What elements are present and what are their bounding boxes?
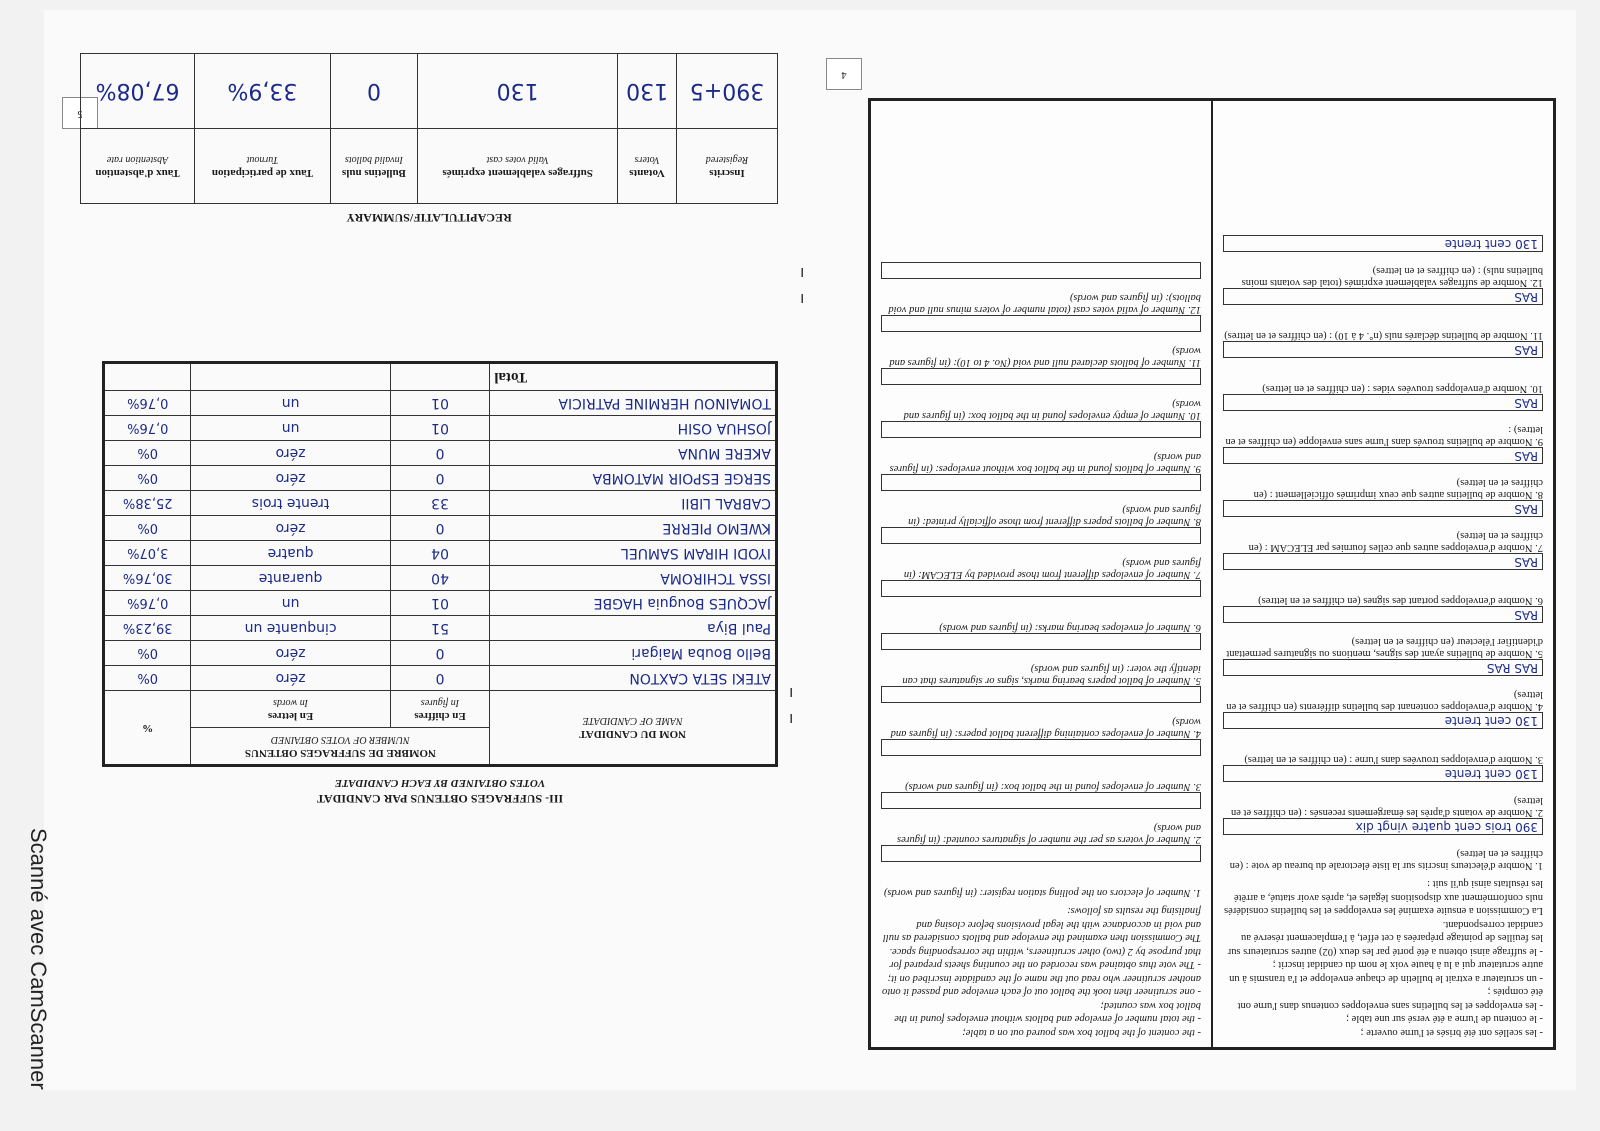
summary-value: 130 [418,54,618,129]
summary-title: RECAPITULATIF/SUMMARY [346,211,512,225]
form-item-label: 9. Nombre de bulletins trouvés dans l'urne sans enveloppe (en chiffres et en lettres) : [1225,424,1543,447]
candidate-row [104,441,777,466]
form-item-value[interactable] [881,845,1201,862]
form-item-1 [881,845,1201,898]
votes-figures: 0 [390,441,490,466]
english-column [871,101,1213,1047]
form-item-value[interactable] [881,739,1201,756]
form-item-9 [881,421,1201,474]
form-item-value[interactable] [881,368,1201,385]
candidate-name: IYODI HIRAM SAMUEL [490,541,777,566]
form-item-7 [881,527,1201,580]
form-item-2 [1223,765,1543,818]
form-item-6 [1223,553,1543,606]
page-number-5: 5 [62,97,98,129]
form-item-value[interactable]: 130 cent trente [1223,765,1543,782]
intro-line: - les enveloppes et les bulletins sans enveloppes contenus dans l'urne ont été comptés ; [1237,986,1543,1011]
form-item-label: 8. Number of ballots papers different from those officially printed: (in figures and words) [908,504,1201,527]
form-item-label: 5. Nombre de bulletins ayant des signes, mentions ou signatures permettant d'identifier l'électeur (en chiffres et en lettres) [1226,636,1543,659]
form-item-value[interactable] [881,262,1201,279]
form-item-10 [1223,341,1543,394]
title-fr: III- SUFFRAGES OBTENUS PAR CANDIDAT [316,792,564,806]
intro-line: - the content of the ballot box was poured out on a table; [962,1027,1201,1038]
summary-header-fr: Inscrits [709,167,745,179]
intro-line: - the total number of envelope and ballots without envelopes found in the ballot box was counted; [894,1000,1201,1025]
form-item-value[interactable] [881,580,1201,597]
total-figures [390,363,490,391]
summary-header-en: Valid votes cast [486,154,549,165]
summary-section [80,53,778,225]
form-item-value[interactable]: 390 trois cent quatre vingt dix [1223,818,1543,835]
votes-words: cinquante un [191,616,390,641]
form-item-label: 8. Nombre de bulletins autres que ceux imprimés officiellement : (en chiffres et en lettres) [1253,477,1543,500]
summary-header-en: Registered [705,154,749,165]
summary-header [618,129,677,204]
intro-line: - les scellés ont été brisés et l'urne ouverte ; [1360,1027,1543,1038]
form-item-label: 10. Nombre d'enveloppes trouvées vides : (en chiffres et en lettres) [1262,383,1543,394]
col-pct-header: % [104,691,191,766]
form-item-2 [881,792,1201,845]
col-votes-fr: NOMBRE DE SUFFRAGES OBTENUS [244,747,436,759]
col-figures-en: In figures [420,697,460,708]
form-item-value[interactable] [881,527,1201,544]
votes-words: quatre [191,541,390,566]
candidate-name: JOSHUA OSIH [490,416,777,441]
summary-value: 390+5 [676,54,777,129]
summary-header-fr: Taux de participation [211,167,313,179]
form-item-label: 2. Number of voters as per the number of signatures counted: (in figures and words) [897,822,1201,845]
candidate-name: Bello Bouba Maigari [490,641,777,666]
intro-text-en [881,904,1201,1039]
form-item-5 [1223,606,1543,659]
form-item-11 [881,315,1201,368]
form-item-label: 4. Number of envelopes containing different ballot papers: (in figures and words) [890,716,1201,739]
form-item-value[interactable]: RAS RAS [1223,659,1543,676]
form-item-1 [1223,818,1543,871]
candidate-row [104,641,777,666]
form-item-12 [881,262,1201,315]
form-item-12 [1223,235,1543,288]
form-item-4 [1223,659,1543,712]
votes-figures: 01 [390,416,490,441]
form-item-label: 10. Number of empty envelopes found in the ballot box: (in figures and words) [903,398,1201,421]
votes-percent: 0,76% [104,391,191,416]
page-5-results [58,64,800,944]
summary-header-fr: Votants [629,167,665,179]
votes-percent: 0,76% [104,416,191,441]
form-item-6 [881,580,1201,633]
intro-line: The Commission then examined the envelope and ballots considered as null and void in accordance with the legal provisions before closing and finalising the results as follows: [882,905,1201,944]
form-item-8 [881,474,1201,527]
votes-percent: 0% [104,441,191,466]
form-item-5 [881,633,1201,686]
binding-mark: ı [800,288,805,307]
summary-header-fr: Suffrages valablement exprimés [442,167,593,179]
votes-figures: 33 [390,491,490,516]
form-item-label: 12. Nombre de suffrages valablement exprimés (total des votants moins bulletins nuls) : (en chiffres et en lettres) [1241,265,1543,288]
candidate-row [104,566,777,591]
votes-percent: 0,76% [104,591,191,616]
summary-header-en: Invalid ballots [344,154,403,165]
col-name-header [490,691,777,766]
form-item-value[interactable]: RAS [1223,606,1543,623]
candidate-name: Paul Biya [490,616,777,641]
candidate-name: CABRAL LIBII [490,491,777,516]
votes-percent: 0% [104,641,191,666]
votes-words: trente trois [191,491,390,516]
form-item-value[interactable] [881,315,1201,332]
page-number-4: 4 [826,58,862,90]
intro-line: - le contenu de l'urne a été versé sur une table ; [1346,1013,1543,1025]
form-item-value[interactable] [881,686,1201,703]
col-votes-en: NUMBER OF VOTES OBTAINED [271,734,410,745]
summary-header [330,129,417,204]
votes-figures: 01 [390,591,490,616]
binding-mark: ı [789,682,794,701]
col-words-en: In words [273,697,309,708]
candidate-section-title [102,775,778,806]
summary-value: 67,08% [81,54,195,129]
candidate-row [104,466,777,491]
votes-percent: 0% [104,666,191,691]
form-item-10 [881,368,1201,421]
votes-words: zéro [191,666,390,691]
col-figures-fr: En chiffres [414,710,466,722]
summary-value: 130 [618,54,677,129]
votes-words: un [191,416,390,441]
summary-value: 0 [330,54,417,129]
binding-mark: ı [800,262,805,281]
page-4-results-form [868,98,1556,1050]
votes-figures: 0 [390,641,490,666]
form-item-value[interactable] [881,633,1201,650]
intro-line: - le suffrage ainsi obtenu a été porté par les deux (02) autres scrutateurs sur les feuilles de pointage préparées à cet effet, à l'emplacement réservé au candidat correspondant. [1227,919,1543,957]
form-item-label: 7. Nombre d'enveloppes autres que celles fournies par ELECAM : (en chiffres et en lettres) [1248,530,1543,553]
intro-line: - un scrutateur a extrait le bulletin de chaque enveloppe et l'a transmis à un autre scrutateur qui a lu à haute voix le nom du candidat inscrit ; [1229,959,1543,984]
col-votes-header [191,728,490,766]
col-name-fr: NOM DU CANDIDAT [579,728,687,741]
form-item-11 [1223,288,1543,341]
form-item-value[interactable]: RAS [1223,553,1543,570]
summary-header-fr: Taux d'abstention [95,167,180,179]
candidate-row [104,541,777,566]
form-item-label: 12. Number of valid votes cast (total number of voters minus null and void ballots): (in figures and words) [888,292,1201,315]
col-words-header [191,691,390,728]
votes-percent: 3,07% [104,541,191,566]
title-en: VOTES OBTAINED BY EACH CANDIDATE [334,777,546,789]
candidate-row [104,616,777,641]
votes-figures: 0 [390,666,490,691]
candidate-name: KWEMO PIERRE [490,516,777,541]
votes-words: zéro [191,641,390,666]
form-item-value[interactable]: RAS [1223,288,1543,305]
form-item-value[interactable]: RAS [1223,341,1543,358]
summary-header-en: Turnout [246,154,279,165]
form-item-label: 6. Nombre d'enveloppes portant des signes (en chiffres et en lettres) [1258,595,1543,606]
form-item-value[interactable] [881,792,1201,809]
votes-figures: 01 [390,391,490,416]
form-item-3 [881,739,1201,792]
form-item-9 [1223,394,1543,447]
votes-words: un [191,391,390,416]
candidate-name: TOMAINOU HERMINE PATRICIA [490,391,777,416]
form-item-3 [1223,712,1543,765]
form-item-label: 2. Nombre de votants d'après les émargements recensés : (en chiffres et en lettres) [1230,795,1543,818]
candidate-section [102,361,778,806]
candidate-name: JACQUES Bouguia HAGBE [490,591,777,616]
intro-text-fr [1223,877,1543,1039]
form-item-value[interactable] [881,474,1201,491]
summary-header-fr: Bulletins nuls [342,167,406,179]
candidate-name: SERGE ESPOIR MATOMBA [490,466,777,491]
form-item-label: 1. Number of electors on the polling station register: (in figures and words) [883,887,1201,898]
form-item-4 [881,686,1201,739]
candidate-name: ATEKI SETA CAXTON [490,666,777,691]
form-item-label: 3. Number of envelopes found in the ballot box: (in figures and words) [905,781,1201,792]
candidate-row [104,591,777,616]
form-item-8 [1223,447,1543,500]
summary-header [194,129,330,204]
candidate-row [104,666,777,691]
form-item-label: 5. Number of ballot papers bearing marks, signs or signatures that can identify the voter: (in figures and words) [902,663,1201,686]
summary-header [676,129,777,204]
total-pct [104,363,191,391]
intro-line: La Commission a ensuite examiné les enveloppes et les bulletins considérés nuls conformément aux dispositions légales et, après avoir statué, a arrêté les résultats ainsi qu'il suit : [1223,878,1543,917]
form-item-label: 6. Number of envelopes bearing marks: (in figures and words) [939,622,1201,633]
votes-words: un [191,591,390,616]
form-item-label: 3. Nombre d'enveloppes trouvées dans l'urne : (en chiffres et en lettres) [1244,754,1543,765]
votes-figures: 0 [390,516,490,541]
votes-percent: 39,23% [104,616,191,641]
votes-percent: 0% [104,516,191,541]
summary-value: 33,9% [194,54,330,129]
intro-line: - one scrutineer then took the ballot out of each envelope and passed it onto another scrutineer who read out the name of the candidate inscribed on it; [881,973,1201,998]
votes-words: quarante [191,566,390,591]
votes-percent: 25,38% [104,491,191,516]
candidate-name: ISSA TCHIROMA [490,566,777,591]
candidate-row [104,491,777,516]
intro-line: - The vote thus obtained was recorded on the counting sheets prepared for that purpose by 2 (two) other scrutineers, within the corresponding space. [889,946,1201,971]
binding-mark: ı [789,708,794,727]
form-item-label: 11. Number of ballots declared null and void (No. 4 to 10): (in figures and words) [889,345,1201,368]
total-label: Total [490,363,777,391]
votes-figures: 40 [390,566,490,591]
camscanner-watermark: Scanné avec CamScanner [26,828,51,1090]
form-item-label: 4. Nombre d'enveloppes contenant des bulletins différents (en chiffres et en lettres) [1226,689,1543,712]
votes-percent: 30,76% [104,566,191,591]
form-item-value[interactable]: 130 cent trente [1223,712,1543,729]
candidate-table [102,361,778,767]
form-item-label: 7. Number of envelopes different from those provided by ELECAM: (in figures and words) [903,557,1201,580]
votes-words: zéro [191,441,390,466]
col-name-en: NAME OF CANDIDATE [582,715,683,727]
french-column [1213,101,1553,1047]
form-item-value[interactable]: RAS [1223,394,1543,411]
col-words-fr: En lettres [267,710,314,722]
summary-header-en: Abstention rate [106,154,169,165]
votes-figures: 51 [390,616,490,641]
form-item-value[interactable] [881,421,1201,438]
form-item-value[interactable]: 130 cent trente [1223,235,1543,252]
summary-header-en: Voters [634,154,660,165]
form-item-7 [1223,500,1543,553]
votes-words: zéro [191,466,390,491]
form-item-label: 9. Number of ballots found in the ballot box without envelopes: (in figures and words) [889,451,1201,474]
summary-header [81,129,195,204]
form-item-value[interactable]: RAS [1223,500,1543,517]
form-item-label: 11. Nombre de bulletins déclarés nuls (n°. 4 à 10) : (en chiffres et en lettres) [1224,330,1543,341]
candidate-row [104,416,777,441]
summary-table [80,53,778,204]
col-figures-header [390,691,490,728]
candidate-row [104,391,777,416]
total-words [191,363,390,391]
candidate-row [104,516,777,541]
votes-figures: 0 [390,466,490,491]
candidate-name: AKERE MUNA [490,441,777,466]
form-item-value[interactable]: RAS [1223,447,1543,464]
summary-header [418,129,618,204]
form-item-label: 1. Nombre d'électeurs inscrits sur la liste électorale du bureau de vote : (en chiffres et en lettres) [1229,848,1543,871]
votes-figures: 04 [390,541,490,566]
votes-percent: 0% [104,466,191,491]
votes-words: zéro [191,516,390,541]
